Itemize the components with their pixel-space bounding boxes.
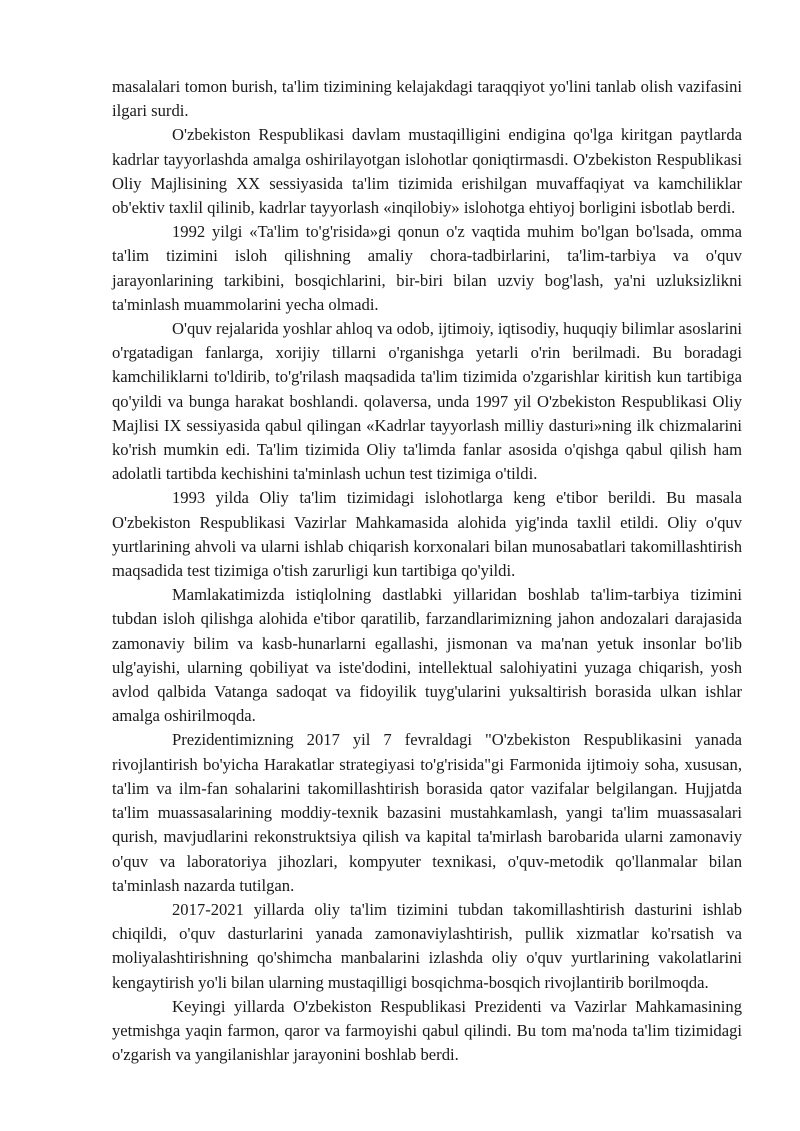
paragraph-recent-years: Keyingi yillarda O'zbekiston Respublikasi Prezidenti va Vazirlar Mahkamasining yetmishga yaqin farmon, qaror va farmoyishi qabul qilindi. Bu tom ma'noda ta'lim tizimidagi o'zgarish va yangilanishlar jarayonini boshlab berdi.: [112, 996, 742, 1065]
document-page: [112, 75, 742, 1067]
paragraph-education-law-1992: 1992 yilgi «Ta'lim to'g'risida»gi qonun o'z vaqtida muhim bo'lgan bo'lsada, omma ta'lim tizimini isloh qilishning amaliy chora-tadbirlarini, ta'lim-tarbiya va o'quv jarayonlarining tarkibini, bosqichlarini, bir-biri bilan uzviy bog'lash, ya'ni uzluksizlikni ta'minlash muammolarini yecha olmadi.: [112, 222, 742, 314]
paragraph-curriculum: O'quv rejalarida yoshlar ahloq va odob, ijtimoiy, iqtisodiy, huquqiy bilimlar asoslarini o'rgatadigan fanlarga, xorijiy tillarni o'rganishga yetarli o'rin berilmadi. Bu boradagi kamchiliklarni to'ldirib, to'g'rilash maqsadida ta'lim tizimida o'zgarishlar kiritish kun tartibiga qo'yildi va bunga harakat boshlandi. qolaversa, unda 1997 yil O'zbekiston Respublikasi Oliy Majlisi IX sessiyasida qabul qilingan «Kadrlar tayyorlash milliy dasturi»ning ilk chizmalarini ko'rish mumkin edi. Ta'lim tizimida Oliy ta'limda fanlar asosida o'qishga qabul qilish ham adolatli tartibda kechishini ta'minlash uchun test tizimiga o'tildi.: [112, 319, 743, 484]
paragraph-independence-reforms: O'zbekiston Respublikasi davlam mustaqilligini endigina qo'lga kiritgan paytlarda kadrlar tayyorlashda amalga oshirilayotgan islohotlar qoniqtirmasdi. O'zbekiston Respublikasi Oliy Majlisining XX sessiyasida ta'lim tizimida erishilgan muvaffaqiyat va kamchiliklar ob'ektiv taxlil qilinib, kadrlar tayyorlash «inqilobiy» islohotga ehtiyoj borligini isbotlab berdi.: [112, 125, 742, 218]
paragraph-presidential-decree-2017: Prezidentimizning 2017 yil 7 fevraldagi "O'zbekiston Respublikasini yanada rivojlantirish bo'yicha Harakatlar strategiyasi to'g'risida"gi Farmonida ijtimoiy soha, xususan, ta'lim va ilm-fan sohalarini takomillashtirish borasida qator vazifalar belgilangan. Hujjatda ta'lim muassasalarining moddiy-texnik bazasini mustahkamlash, yangi ta'lim muassasalari qurish, mavjudlarini rekonstruktsiya qilish va kapital ta'mirlash barobarida ularni zamonaviy o'quv va laboratoriya jihozlari, kompyuter texnikasi, o'quv-metodik qo'llanmalar bilan ta'minlash nazarda tutilgan.: [112, 730, 742, 895]
paragraph-education-upbringing: Mamlakatimizda istiqlolning dastlabki yillaridan boshlab ta'lim-tarbiya tizimini tubdan isloh qilishga alohida e'tibor qaratilib, farzandlarimizning jahon andozalari darajasida zamonaviy bilim va kasb-hunarlarni egallashi, jismonan va ma'nan yetuk insonlar bo'lib ulg'ayishi, ularning qobiliyat va iste'dodini, intellektual salohiyatini yuzaga chiqarish, yosh avlod qalbida Vatanga sadoqat va fidoyilik tuyg'ularini yuksaltirish borasida ulkan ishlar amalga oshirilmoqda.: [112, 585, 742, 726]
paragraph-higher-education-1993: 1993 yilda Oliy ta'lim tizimidagi islohotlarga keng e'tibor berildi. Bu masala O'zbekiston Respublikasi Vazirlar Mahkamasida alohida yig'inda taxlil etildi. Oliy o'quv yurtlarining ahvoli va ularni ishlab chiqarish korxonalari bilan munosabatlari takomillashtirish maqsadida test tizimiga o'tish zarurligi kun tartibiga qo'yildi.: [112, 488, 742, 581]
paragraph-continuation: masalalari tomon burish, ta'lim tizimining kelajakdagi taraqqiyot yo'lini tanlab olish vazifasini ilgari surdi.: [112, 77, 742, 121]
paragraph-program-2017-2021: 2017-2021 yillarda oliy ta'lim tizimini tubdan takomillashtirish dasturini ishlab chiqildi, o'quv dasturlarini yanada zamonaviylashtirish, pullik xizmatlar ko'rsatish va moliyalashtirishning qo'shimcha manbalarini izlashda oliy o'quv yurtlarining vakolatlarini kengaytirish yo'li bilan ularning mustaqilligi bosqichma-bosqich rivojlantirib borilmoqda.: [112, 899, 742, 992]
